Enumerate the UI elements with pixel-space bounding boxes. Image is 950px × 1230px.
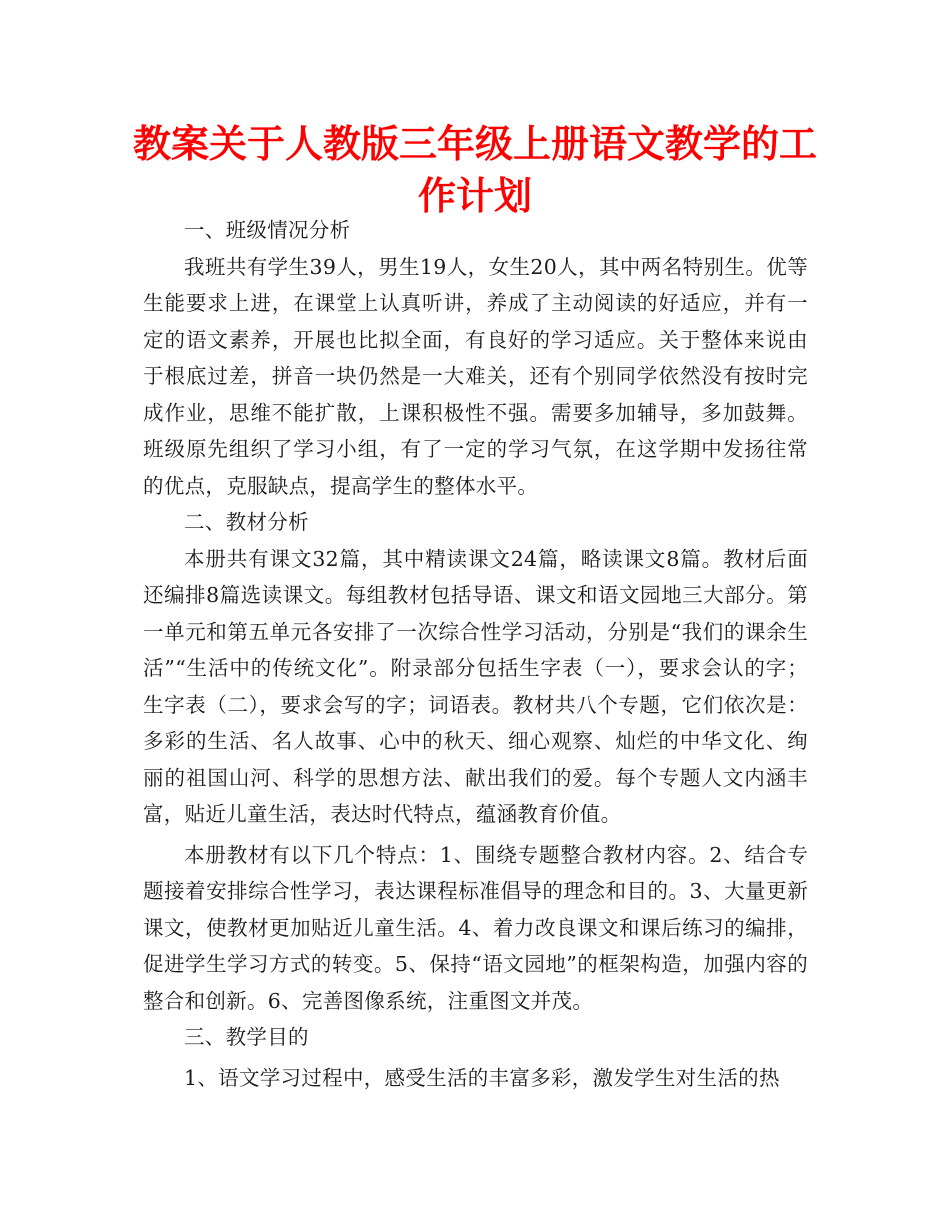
section-heading-class-analysis: 一、班级情况分析 <box>184 218 351 242</box>
section-heading-textbook-analysis: 二、教材分析 <box>184 510 309 534</box>
section-heading-teaching-goals: 三、教学目的 <box>184 1025 309 1049</box>
paragraph-teaching-goal-1: 1、语文学习过程中，感受生活的丰富多彩，激发学生对生活的热 <box>184 1065 780 1090</box>
paragraph-textbook-contents: 本册共有课文32篇，其中精读课文24篇，略读课文8篇。教材后面还编排8篇选读课文。每组教材包括导语、课文和语文园地三大部分。第一单元和第五单元各安排了一次综合性学习活动，分别是“我们的课余生活”“生活中的传统文化”。附录部分包括生字表（一），要求会认的字；生字表（二），要求会写的字；词语表。教材共八个专题，它们依次是：多彩的生活、名人故事、心中的秋天、细心观察、灿烂的中华文化、绚丽的祖国山河、科学的思想方法、献出我们的爱。每个专题人文内涵丰富，贴近儿童生活，表达时代特点，蕴涵教育价值。 <box>143 546 808 826</box>
document-title: 教案关于人教版三年级上册语文教学的工作计划 <box>132 122 817 218</box>
paragraph-textbook-features: 本册教材有以下几个特点：1、围绕专题整合教材内容。2、结合专题接着安排综合性学习，表达课程标准倡导的理念和目的。3、大量更新课文，使教材更加贴近儿童生活。4、着力改良课文和课后练习的编排，促进学生学习方式的转变。5、保持“语文园地”的框架构造，加强内容的整合和创新。6、完善图像系统，注重图文并茂。 <box>143 842 808 1013</box>
document-body <box>143 212 808 1096</box>
paragraph-class-analysis: 我班共有学生39人，男生19人，女生20人，其中两名特别生。优等生能要求上进，在课堂上认真听讲，养成了主动阅读的好适应，并有一定的语文素养，开展也比拟全面，有良好的学习适应。关于整体来说由于根底过差，拼音一块仍然是一大难关，还有个别同学依然没有按时完成作业，思维不能扩散，上课积极性不强。需要多加辅导，多加鼓舞。班级原先组织了学习小组，有了一定的学习气氛，在这学期中发扬往常的优点，克服缺点，提高学生的整体水平。 <box>143 254 808 498</box>
